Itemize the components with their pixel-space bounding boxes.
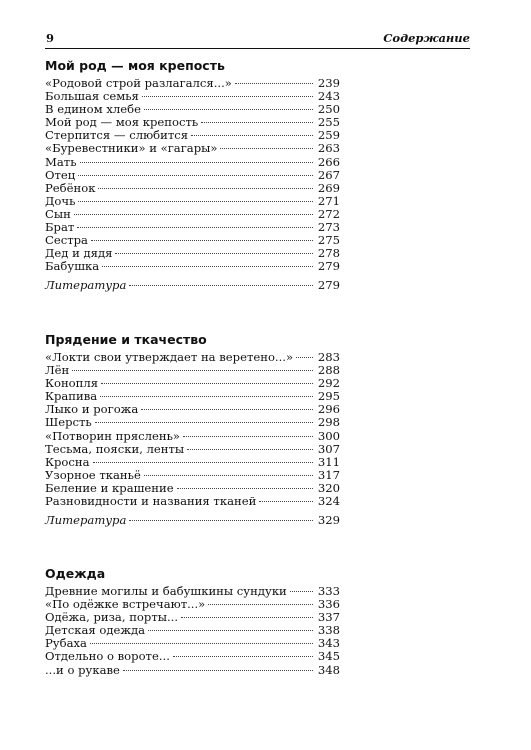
entry-title: Дед и дядя: [45, 246, 113, 261]
entry-title: «Локти свои утверждает на веретено...»: [45, 350, 294, 364]
entry-title: Отдельно о вороте...: [45, 649, 170, 664]
entry-page-number: 337: [317, 610, 340, 625]
entry-page-number: 279: [317, 259, 340, 274]
dot-leader: [141, 409, 313, 410]
dot-leader: [148, 630, 313, 631]
dot-leader: [187, 449, 313, 450]
entry-page-number: 307: [317, 441, 340, 456]
entry-page-number: 338: [317, 623, 340, 638]
toc-entry[interactable]: [45, 221, 340, 234]
entry-page-number: 269: [317, 180, 340, 195]
dot-leader: [78, 201, 313, 202]
entry-title: Шерсть: [45, 415, 92, 430]
toc-section: [45, 56, 340, 293]
entry-title: В едином хлебе: [45, 102, 141, 117]
dot-leader: [93, 462, 313, 463]
toc-entry[interactable]: [45, 430, 340, 443]
entry-title: Тесьма, пояски, ленты: [45, 441, 185, 456]
dot-leader: [90, 643, 313, 644]
dot-leader: [181, 617, 313, 618]
entry-title: Бабушка: [45, 259, 100, 274]
toc-entry[interactable]: [45, 156, 340, 169]
dot-leader: [123, 670, 313, 671]
entry-title: Рубаха: [45, 636, 87, 651]
entry-title: Одёжа, риза, порты...: [45, 610, 179, 625]
entry-title: Стерпится — слюбится: [45, 128, 189, 143]
entry-title: Ребёнок: [45, 180, 96, 195]
toc-entry[interactable]: [45, 664, 340, 677]
dot-leader: [77, 227, 313, 228]
toc-entry[interactable]: [45, 624, 340, 637]
section-title: Прядение и ткачество: [45, 332, 207, 347]
section-title: Мой род — моя крепость: [45, 58, 225, 73]
entry-page-number: 263: [317, 141, 340, 156]
entry-page-number: 283: [317, 350, 340, 364]
entry-page-number: 296: [317, 402, 340, 417]
toc-entry[interactable]: [45, 456, 340, 469]
page-number: 9: [46, 31, 55, 45]
entry-page-number: 239: [317, 76, 340, 90]
entry-page-number: 292: [317, 376, 340, 391]
entry-page-number: 250: [317, 102, 340, 117]
entry-title: «Потворин пряслень»: [45, 428, 180, 443]
entry-title: Мать: [45, 154, 77, 169]
entry-title: Брат: [45, 220, 75, 235]
entry-page-number: 279: [317, 278, 340, 293]
section-title: Одежда: [45, 566, 106, 581]
toc-entry[interactable]: [45, 169, 340, 182]
entry-page-number: 266: [317, 154, 340, 169]
entry-page-number: 271: [317, 193, 340, 208]
dot-leader: [129, 520, 313, 521]
dot-leader: [95, 422, 313, 423]
entry-title: Крапива: [45, 389, 98, 404]
dot-leader: [115, 253, 313, 254]
dot-leader: [220, 148, 313, 149]
entry-page-number: 288: [317, 363, 340, 378]
dot-leader: [259, 501, 313, 502]
entry-title: Сестра: [45, 233, 88, 248]
toc-entry[interactable]: [45, 650, 340, 663]
dot-leader: [129, 285, 313, 286]
entry-title: Конопля: [45, 376, 99, 391]
dot-leader: [98, 188, 313, 189]
dot-leader: [183, 436, 313, 437]
entry-page-number: 259: [317, 128, 340, 143]
toc-entry[interactable]: [45, 208, 340, 221]
toc-entry[interactable]: [45, 260, 340, 273]
entry-page-number: 348: [317, 662, 340, 677]
dot-leader: [173, 656, 313, 657]
entry-title: Мой род — моя крепость: [45, 115, 199, 130]
dot-leader: [72, 370, 313, 371]
entry-title: Отец: [45, 167, 76, 182]
entry-title: Литература: [45, 278, 127, 293]
entry-page-number: 273: [317, 220, 340, 235]
entry-page-number: 295: [317, 389, 340, 404]
entry-title: Сын: [45, 206, 71, 221]
entry-page-number: 343: [317, 636, 340, 651]
dot-leader: [91, 240, 313, 241]
entry-title: ...и о рукаве: [45, 662, 120, 677]
dot-leader: [102, 266, 313, 267]
dot-leader: [144, 109, 313, 110]
entry-page-number: 333: [317, 584, 340, 598]
dot-leader: [142, 96, 313, 97]
dot-leader: [201, 122, 313, 123]
toc-entry[interactable]: [45, 195, 340, 208]
entry-title: «По одёжке встречают...»: [45, 597, 206, 612]
entry-page-number: 300: [317, 428, 340, 443]
entry-page-number: 267: [317, 167, 340, 182]
entry-title: Беление и крашение: [45, 480, 174, 495]
dot-leader: [290, 591, 313, 592]
toc-entry[interactable]: [45, 351, 340, 364]
entry-page-number: 275: [317, 233, 340, 248]
toc-entry[interactable]: [45, 495, 340, 508]
dot-leader: [100, 396, 313, 397]
dot-leader: [235, 83, 313, 84]
dot-leader: [296, 357, 313, 358]
dot-leader: [101, 383, 313, 384]
entry-title: Лён: [45, 363, 70, 378]
literature-entry[interactable]: [45, 514, 340, 527]
entry-page-number: 278: [317, 246, 340, 261]
entry-title: Лыко и рогожа: [45, 402, 139, 417]
entry-title: Древние могилы и бабушкины сундуки: [45, 584, 287, 598]
toc-entry[interactable]: [45, 142, 340, 155]
dot-leader: [74, 214, 313, 215]
entry-title: Детская одежда: [45, 623, 146, 638]
toc-entry[interactable]: [45, 469, 340, 482]
entry-page-number: 311: [317, 454, 340, 469]
entry-title: «Родовой строй разлагался...»: [45, 76, 232, 90]
dot-leader: [144, 475, 313, 476]
dot-leader: [80, 162, 313, 163]
entry-title: Кросна: [45, 454, 90, 469]
entry-page-number: 324: [317, 494, 340, 509]
entry-page-number: 255: [317, 115, 340, 130]
literature-entry[interactable]: [45, 279, 340, 292]
entry-title: Литература: [45, 513, 127, 528]
entry-title: «Буревестники» и «гагары»: [45, 141, 218, 156]
entry-title: Дочь: [45, 193, 76, 208]
running-header: [45, 30, 470, 49]
entry-page-number: 272: [317, 206, 340, 221]
entry-title: Разновидности и названия тканей: [45, 494, 257, 509]
toc-entry[interactable]: [45, 443, 340, 456]
entry-page-number: 320: [317, 480, 340, 495]
entry-page-number: 329: [317, 513, 340, 528]
dot-leader: [177, 488, 313, 489]
toc-entry[interactable]: [45, 416, 340, 429]
entry-page-number: 243: [317, 89, 340, 104]
toc-section: [45, 330, 340, 527]
dot-leader: [208, 604, 313, 605]
running-title: Содержание: [383, 31, 470, 45]
dot-leader: [78, 175, 313, 176]
entry-page-number: 345: [317, 649, 340, 664]
dot-leader: [191, 135, 313, 136]
entry-page-number: 298: [317, 415, 340, 430]
entry-title: Большая семья: [45, 89, 139, 104]
toc-section: [45, 564, 340, 677]
toc-entry[interactable]: [45, 182, 340, 195]
entry-page-number: 336: [317, 597, 340, 612]
entry-page-number: 317: [317, 467, 340, 482]
entry-title: Узорное тканьё: [45, 467, 141, 482]
